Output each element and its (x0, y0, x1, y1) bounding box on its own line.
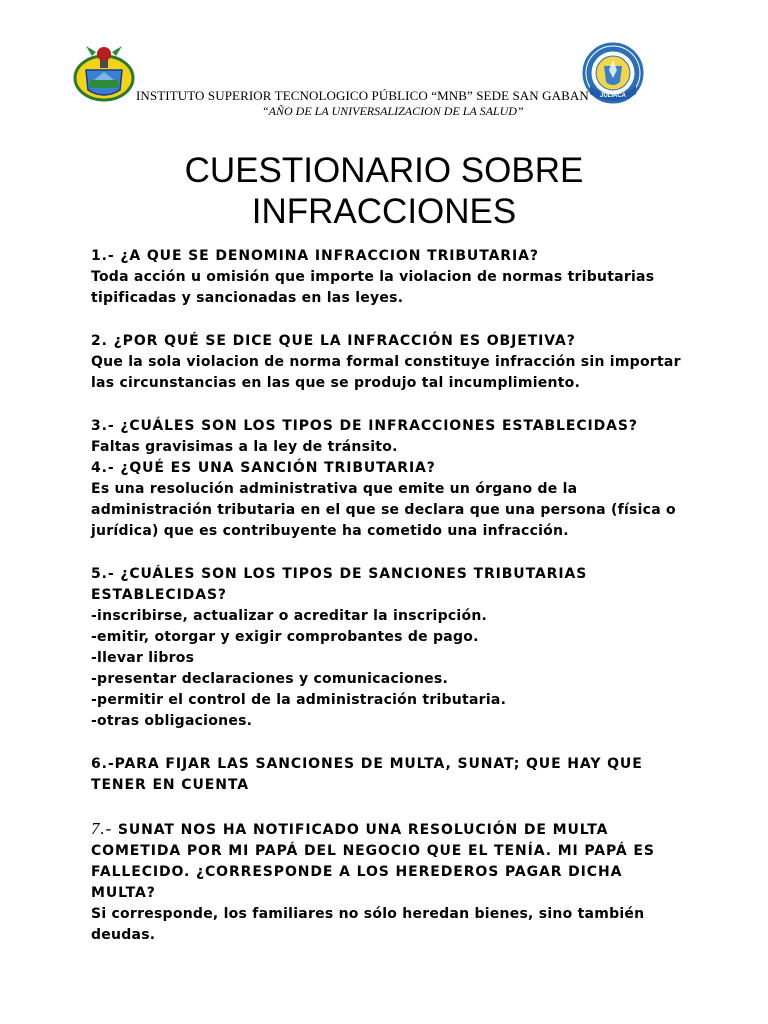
paragraph-gap (91, 796, 711, 818)
answer-4-line-1: Es una resolución administrativa que emite un órgano de la (91, 481, 578, 497)
answer-7-line-2: deudas. (91, 927, 156, 943)
questionnaire-body (91, 246, 711, 946)
list-item: -presentar declaraciones y comunicaciones. (91, 671, 449, 687)
answer-2-line-2: las circunstancias en las que se produjo tal incumplimiento. (91, 375, 581, 391)
answer-7-line-1: Si corresponde, los familiares no sólo heredan bienes, sino también (91, 906, 645, 922)
coat-of-arms-icon (72, 40, 136, 104)
paragraph-gap (91, 732, 711, 754)
answer-3: Faltas gravisimas a la ley de tránsito. (91, 439, 398, 455)
question-1: 1.- ¿A QUE SE DENOMINA INFRACCION TRIBUTARIA? (91, 248, 539, 264)
question-4: 4.- ¿QUÉ ES UNA SANCIÓN TRIBUTARIA? (91, 460, 436, 476)
paragraph-gap (91, 394, 711, 416)
seal-label: JULIACA (599, 93, 627, 99)
institute-seal-icon (582, 42, 644, 104)
question-5-line-2: ESTABLECIDAS? (91, 587, 227, 603)
question-7-text: SUNAT NOS HA NOTIFICADO UNA RESOLUCIÓN DE MULTA (112, 822, 609, 838)
list-item: -permitir el control de la administración tributaria. (91, 692, 507, 708)
institution-name: INSTITUTO SUPERIOR TECNOLOGICO PÚBLICO “MNB” SEDE SAN GABAN (136, 88, 589, 103)
answer-1-line-1: Toda acción u omisión que importe la violacion de normas tributarias (91, 269, 655, 285)
answer-2-line-1: Que la sola violacion de norma formal constituye infracción sin importar (91, 354, 681, 370)
title-line-2: INFRACCIONES (251, 192, 517, 231)
title-line-1: CUESTIONARIO SOBRE (184, 151, 584, 190)
list-item: -emitir, otorgar y exigir comprobantes de pago. (91, 629, 479, 645)
paragraph-gap (91, 542, 711, 564)
question-5-line-1: 5.- ¿CUÁLES SON LOS TIPOS DE SANCIONES TRIBUTARIAS (91, 566, 588, 582)
question-7-line-3: FALLECIDO. ¿CORRESPONDE A LOS HEREDEROS PAGAR DICHA (91, 864, 623, 880)
question-7-line-2: COMETIDA POR MI PAPÁ DEL NEGOCIO QUE EL TENÍA. MI PAPÁ ES (91, 843, 655, 859)
page-title (0, 150, 768, 232)
list-item: -otras obligaciones. (91, 713, 253, 729)
question-3: 3.- ¿CUÁLES SON LOS TIPOS DE INFRACCIONES ESTABLECIDAS? (91, 418, 638, 434)
answer-4-line-2: administración tributaria en el que se declara que una persona (física o (91, 502, 676, 518)
answer-4-line-3: jurídica) que es contribuyente ha cometido una infracción. (91, 523, 569, 539)
question-7-number: 7.- (91, 819, 113, 838)
question-7-line-4: MULTA? (91, 885, 156, 901)
question-6-line-1: 6.-PARA FIJAR LAS SANCIONES DE MULTA, SUNAT; QUE HAY QUE (91, 756, 643, 772)
list-item: -llevar libros (91, 650, 195, 666)
question-7-line-1 (91, 818, 711, 841)
list-item: -inscribirse, actualizar o acreditar la inscripción. (91, 608, 488, 624)
question-6-line-2: TENER EN CUENTA (91, 777, 249, 793)
paragraph-gap (91, 309, 711, 331)
year-motto: “AÑO DE LA UNIVERSALIZACION DE LA SALUD” (262, 104, 524, 118)
answer-1-line-2: tipificadas y sancionadas en las leyes. (91, 290, 404, 306)
question-2: 2. ¿POR QUÉ SE DICE QUE LA INFRACCIÓN ES OBJETIVA? (91, 333, 576, 349)
